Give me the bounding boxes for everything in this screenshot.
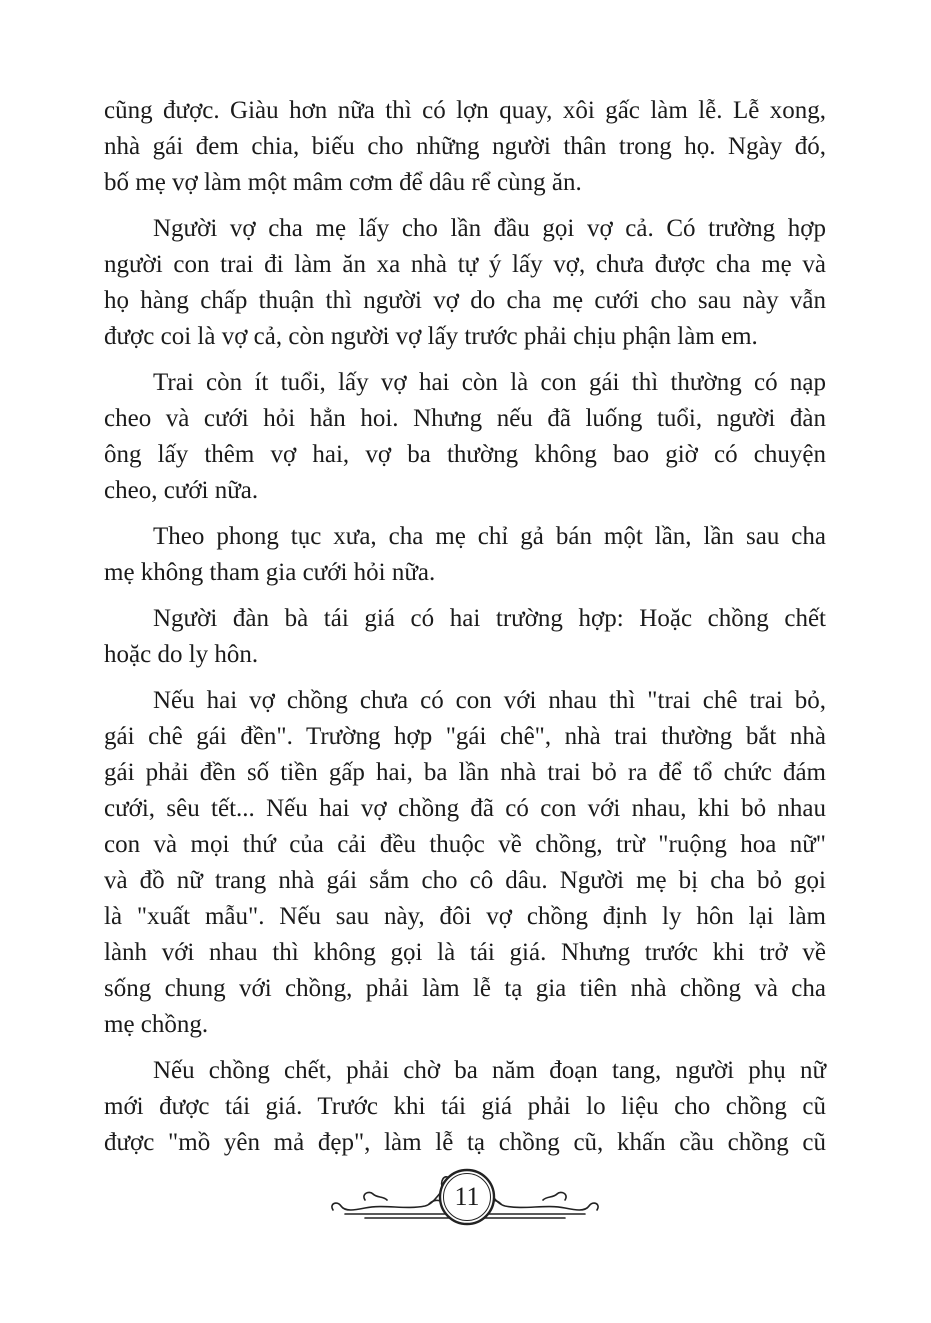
paragraph-1-line: cũng được. Giàu hơn nữa thì có lợn quay, xôi gấc làm lễ. Lễ xong,	[104, 97, 826, 124]
paragraph-6-line: và đồ nữ trang nhà gái sắm cho cô dâu. Người mẹ bị cha bỏ gọi	[104, 867, 826, 894]
paragraph-6-line: Nếu hai vợ chồng chưa có con với nhau thì "trai chê trai bỏ,	[153, 687, 826, 714]
paragraph-4-line: mẹ không tham gia cưới hỏi nữa.	[104, 559, 436, 586]
paragraph-1-line: bố mẹ vợ làm một mâm cơm để dâu rể cùng ăn.	[104, 169, 582, 196]
paragraph-3-line: ông lấy thêm vợ hai, vợ ba thường không bao giờ có chuyện	[104, 441, 826, 468]
page-number: 11	[454, 1182, 480, 1211]
paragraph-4-line: Theo phong tục xưa, cha mẹ chỉ gả bán một lần, lần sau cha	[153, 523, 826, 550]
paragraph-6-line: sống chung với chồng, phải làm lễ tạ gia tiên nhà chồng và cha	[104, 975, 826, 1002]
paragraph-1-line: nhà gái đem chia, biếu cho những người thân trong họ. Ngày đó,	[104, 133, 826, 160]
paragraph-7-line: mới được tái giá. Trước khi tái giá phải lo liệu cho chồng cũ	[104, 1093, 826, 1120]
paragraph-6-line: lành với nhau thì không gọi là tái giá. Nhưng trước khi trở về	[104, 939, 826, 966]
paragraph-5-line: Người đàn bà tái giá có hai trường hợp: Hoặc chồng chết	[153, 605, 826, 632]
paragraph-2-line: Người vợ cha mẹ lấy cho lần đầu gọi vợ cả. Có trường hợp	[153, 215, 826, 242]
paragraph-6-line: cưới, sêu tết... Nếu hai vợ chồng đã có con với nhau, khi bỏ nhau	[104, 795, 826, 822]
paragraph-6-line: gái phải đền số tiền gấp hai, ba lần nhà trai bỏ ra để tổ chức đám	[104, 759, 826, 786]
paragraph-7-line: được "mồ yên mả đẹp", làm lễ tạ chồng cũ, khấn cầu chồng cũ	[104, 1129, 826, 1156]
paragraph-6-line: mẹ chồng.	[104, 1011, 209, 1038]
paragraph-2-line: người con trai đi làm ăn xa nhà tự ý lấy vợ, chưa được cha mẹ và	[104, 251, 826, 278]
paragraph-3-line: Trai còn ít tuổi, lấy vợ hai còn là con gái thì thường có nạp	[153, 369, 826, 396]
paragraph-6-line: gái chê gái đền". Trường hợp "gái chê", nhà trai thường bắt nhà	[104, 723, 826, 750]
paragraph-3-line: cheo, cưới nữa.	[104, 477, 259, 504]
paragraph-2-line: họ hàng chấp thuận thì người vợ do cha mẹ cưới cho sau này vẫn	[104, 287, 826, 314]
paragraph-2-line: được coi là vợ cả, còn người vợ lấy trước phải chịu phận làm em.	[104, 323, 758, 350]
paragraph-5-line: hoặc do ly hôn.	[104, 641, 259, 668]
paragraph-3-line: cheo và cưới hỏi hẳn hoi. Nhưng nếu đã luống tuổi, người đàn	[104, 405, 826, 432]
paragraph-6-line: con và mọi thứ của cải đều thuộc về chồng, trừ "ruộng hoa nữ"	[104, 831, 826, 858]
paragraph-7-line: Nếu chồng chết, phải chờ ba năm đoạn tang, người phụ nữ	[153, 1057, 826, 1084]
paragraph-6-line: là "xuất mẫu". Nếu sau này, đôi vợ chồng định ly hôn lại làm	[104, 903, 826, 930]
